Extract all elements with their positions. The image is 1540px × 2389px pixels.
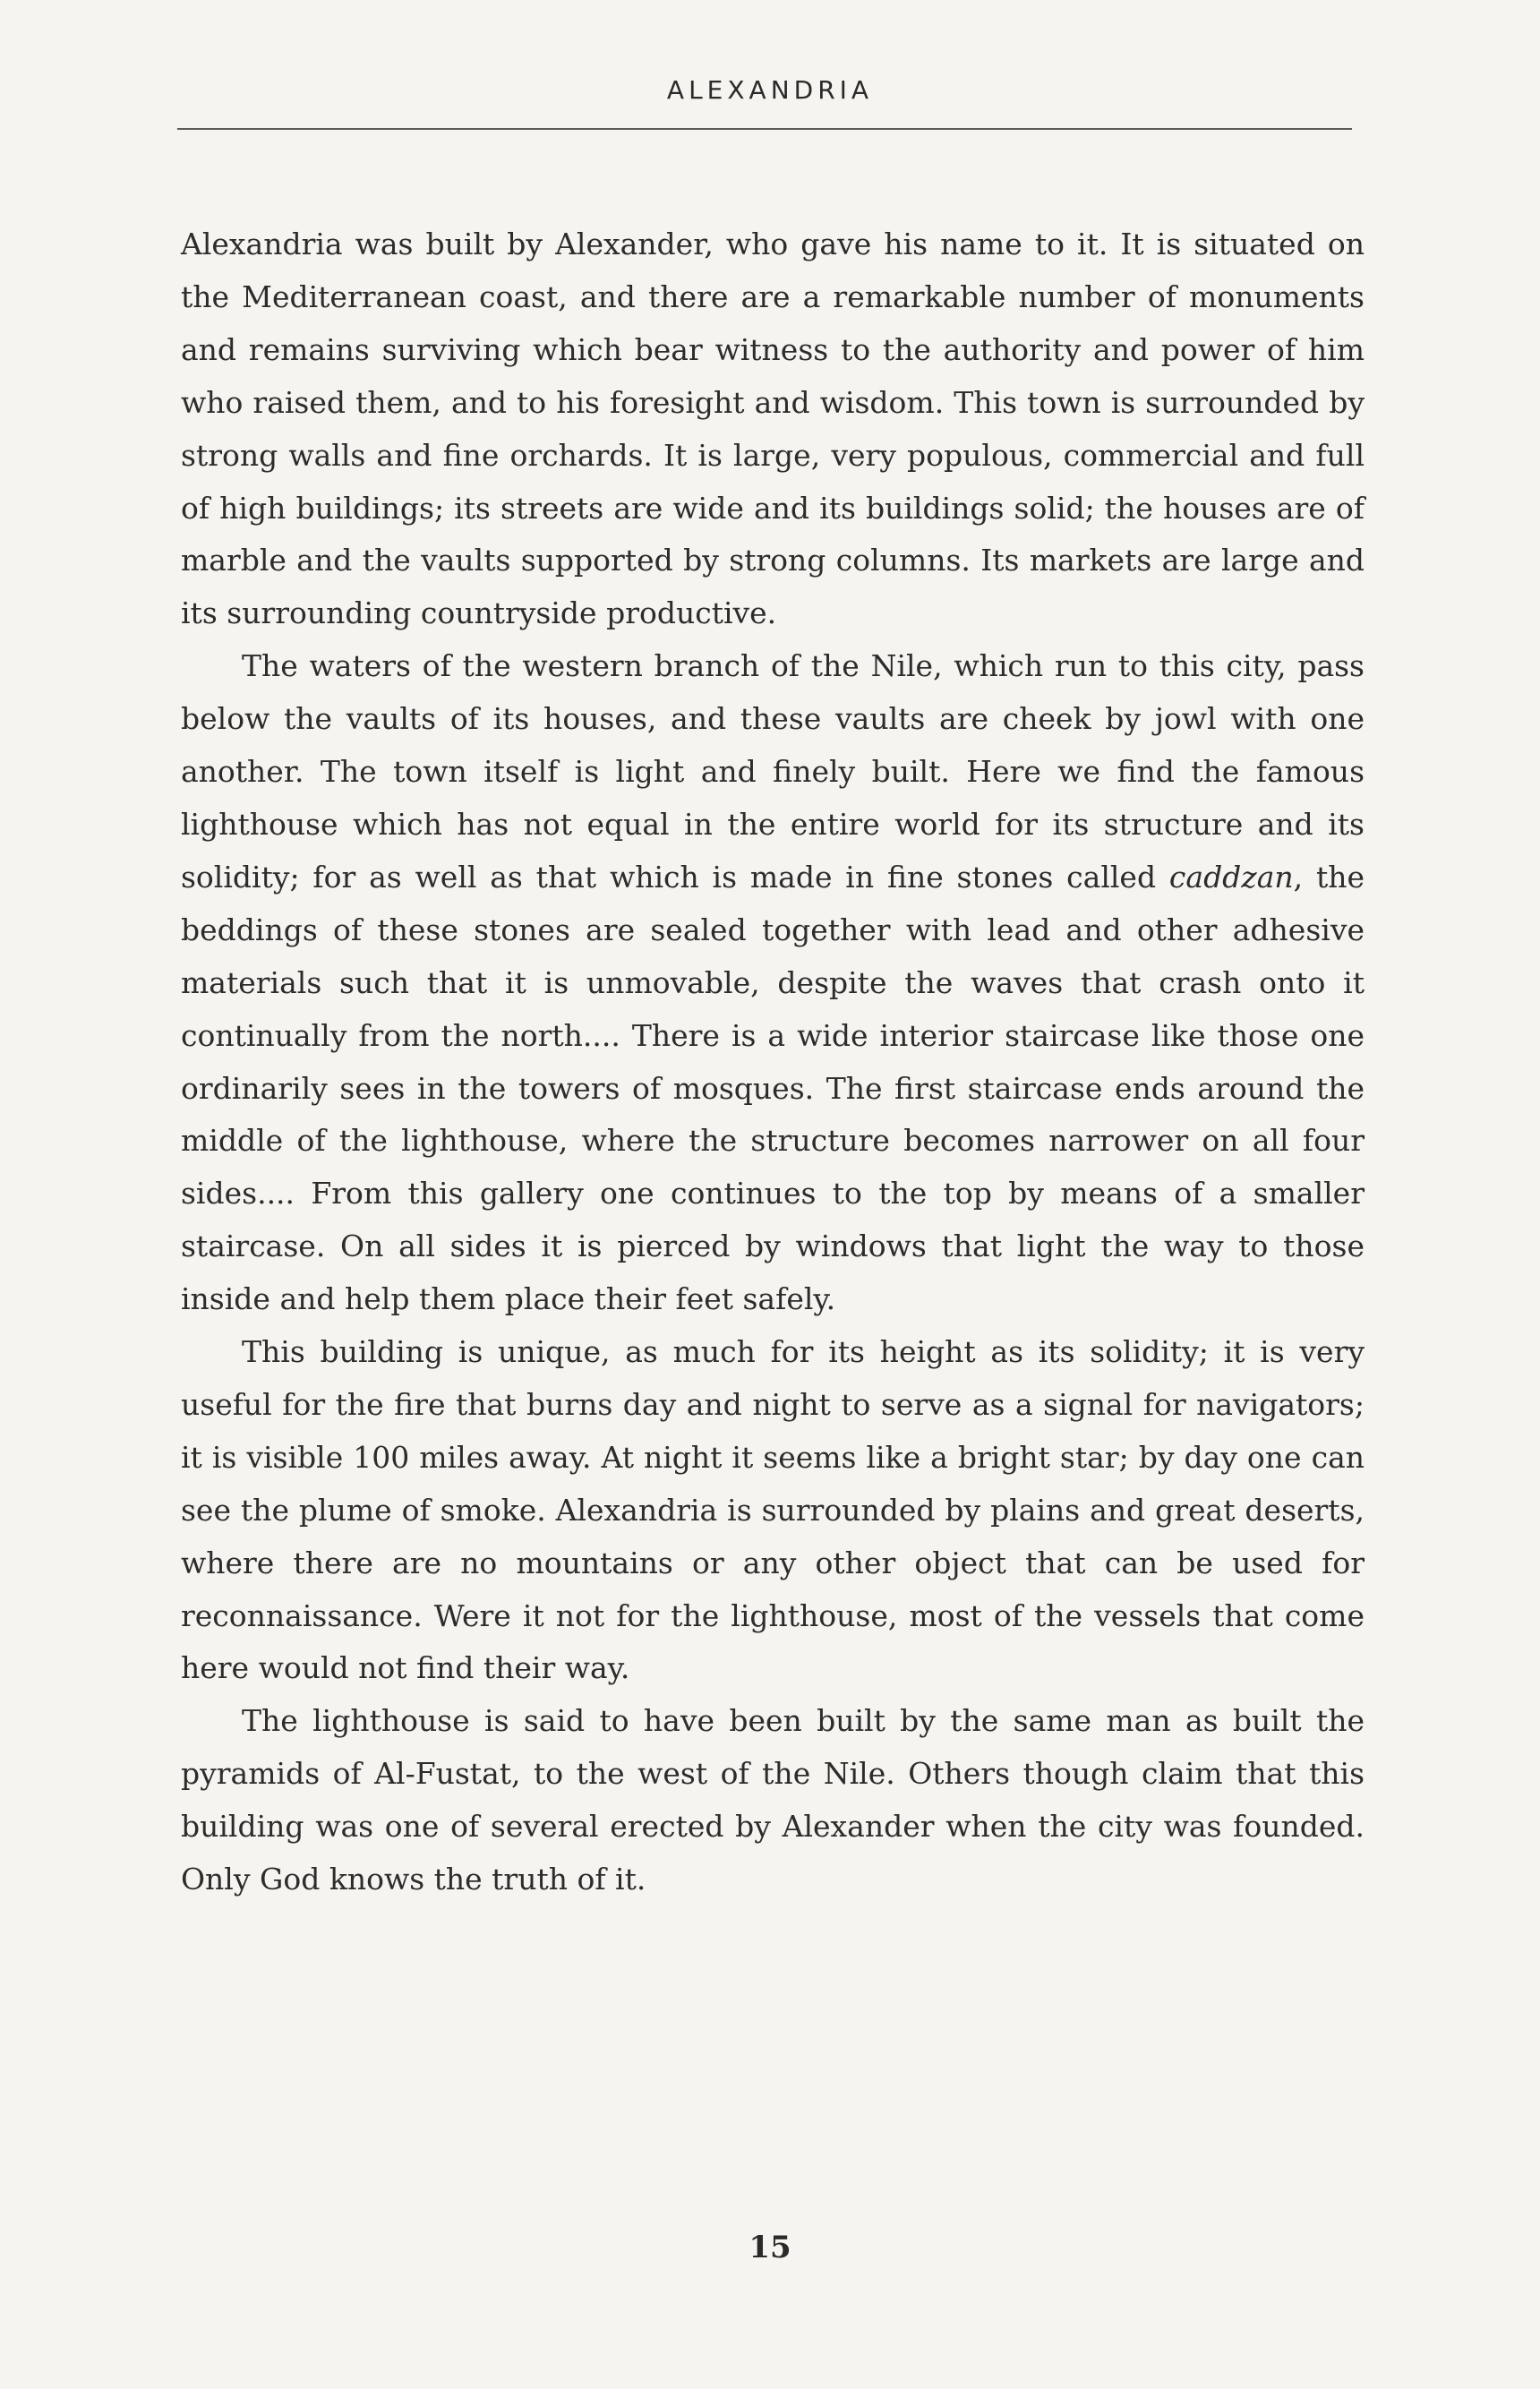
italic-term: caddzan: [1168, 859, 1294, 895]
paragraph-4: The lighthouse is said to have been built by the same man as built the pyramids of Al-Fustat, to the west of the Nile. Others though claim that this building was one of several erected by Alexander when the city was founded. Only God knows the truth of it.: [181, 1703, 1365, 1897]
running-head: ALEXANDRIA: [666, 75, 874, 105]
header-rule: [177, 128, 1352, 130]
page-number: 15: [749, 2230, 791, 2265]
paragraph-2: [181, 640, 1365, 1326]
paragraph-2-part-1: The waters of the western branch of the Nile, which run to this city, pass below the vaults of its houses, and these vaults are cheek by jowl with one another. The town itself is light and finely built. Here we find the famous lighthouse which has not equal in the entire world for its structure and its solidity; for as well as that which is made in fine stones called: [181, 648, 1365, 895]
paragraph-2-part-2: , the beddings of these stones are sealed together with lead and other adhesive materials such that it is unmovable, despite the waves that crash onto it continually from the north.... There is a wide interior staircase like those one ordinarily sees in the towers of mosques. The first staircase ends around the middle of the lighthouse, where the structure becomes narrower on all four sides.... From this gallery one continues to the top by means of a smaller staircase. On all sides it is pierced by windows that light the way to those inside and help them place their feet safely.: [181, 859, 1365, 1317]
paragraph-3: This building is unique, as much for its height as its solidity; it is very useful for the fire that burns day and night to serve as a signal for navigators; it is visible 100 miles away. At night it seems like a bright star; by day one can see the plume of smoke. Alexandria is surrounded by plains and great deserts, where there are no mountains or any other object that can be used for reconnaissance. Were it not for the lighthouse, most of the vessels that come here would not find their way.: [181, 1334, 1365, 1686]
paragraph-1: Alexandria was built by Alexander, who gave his name to it. It is situated on the Mediterranean coast, and there are a remarkable number of monuments and remains surviving which bear witness to the authority and power of him who raised them, and to his foresight and wisdom. This town is surrounded by strong walls and fine orchards. It is large, very populous, commercial and full of high buildings; its streets are wide and its buildings solid; the houses are of marble and the vaults supported by strong columns. Its markets are large and its surrounding countryside productive.: [181, 227, 1365, 631]
body-text: [181, 218, 1365, 1906]
